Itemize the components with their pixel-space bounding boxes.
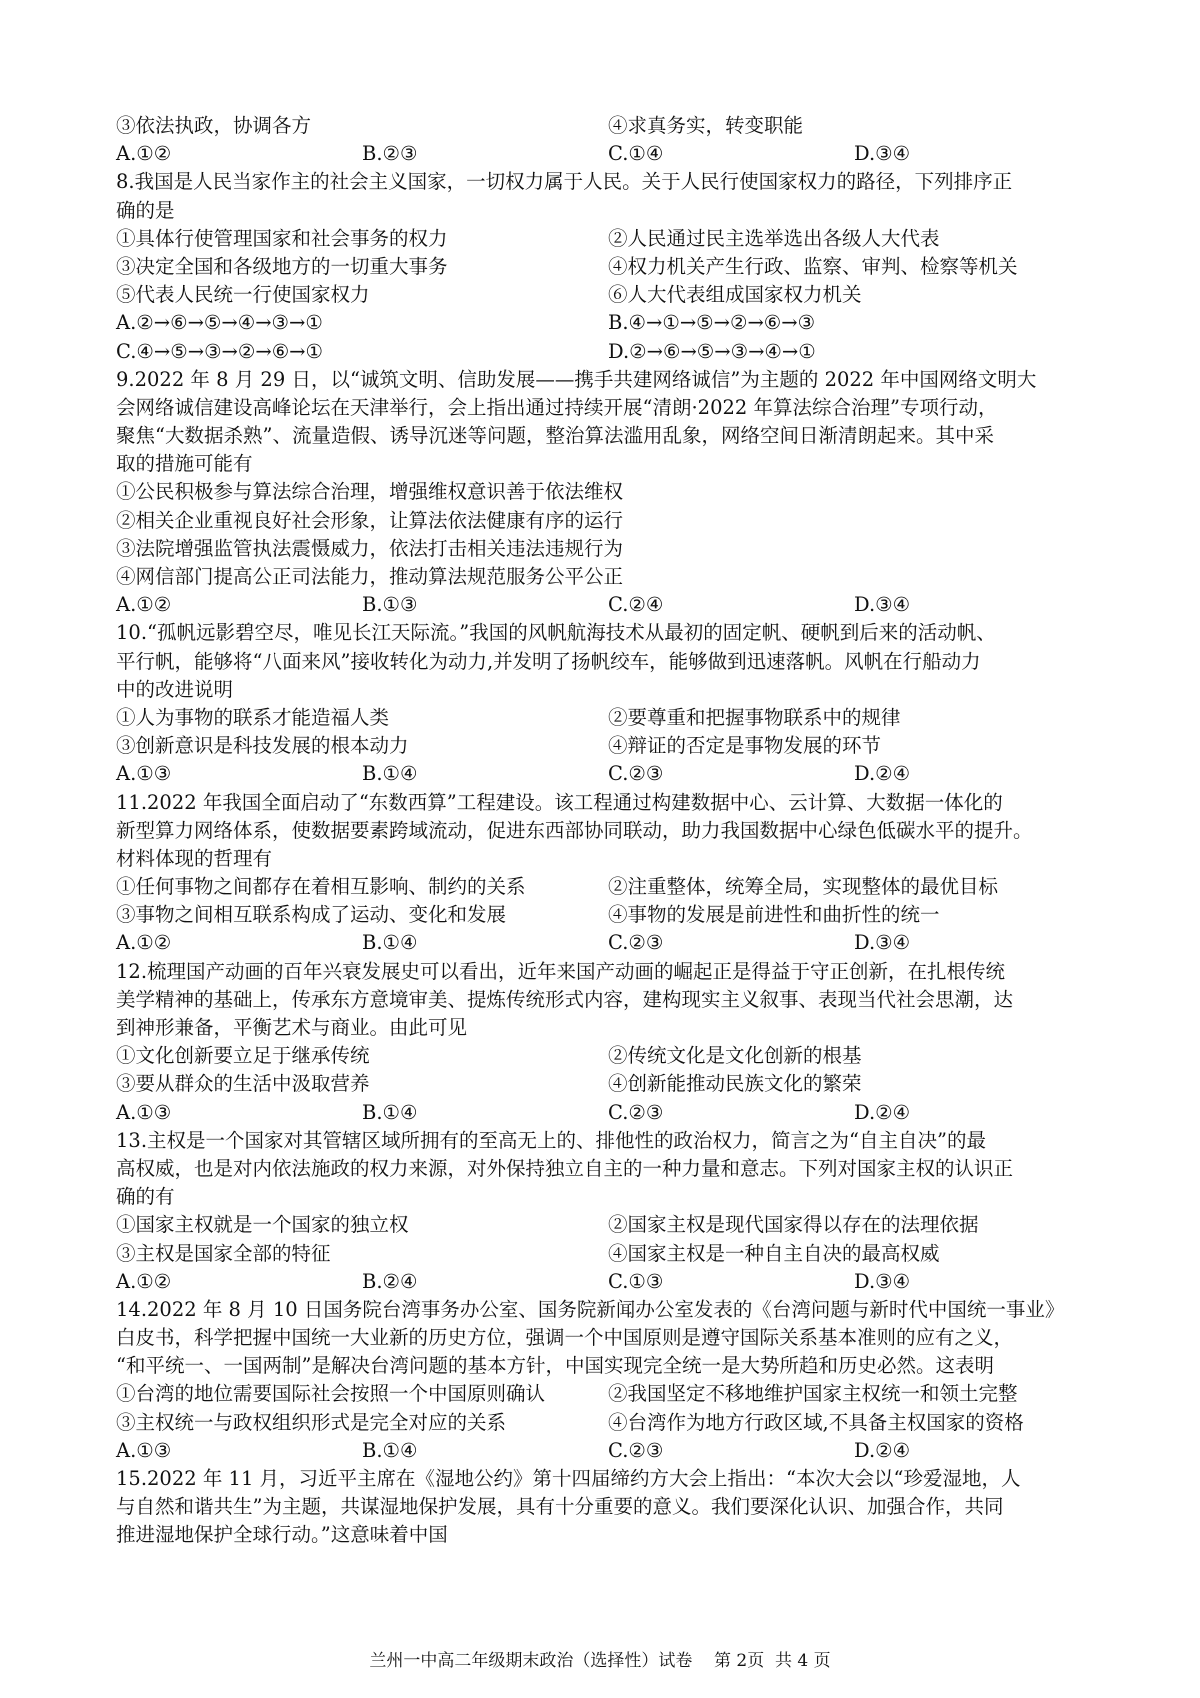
q12-option-4: ④创新能推动民族文化的繁荣 [608,1072,862,1096]
q14-answer-a: A.①③ [116,1438,172,1462]
q14-option-row [116,1380,1100,1408]
q10-answer-row [116,760,1100,788]
q12-option-row [116,1042,1100,1070]
q8-option-6: ⑥人大代表组成国家权力机关 [608,283,862,307]
q11-option-3: ③事物之间相互联系构成了运动、变化和发展 [116,903,507,927]
q8-option-5: ⑤代表人民统一行使国家权力 [116,283,370,307]
q12-option-row [116,1070,1100,1098]
q9-answer-a: A.①② [116,593,172,617]
q14-option-1: ①台湾的地位需要国际社会按照一个中国原则确认 [116,1382,546,1406]
q11-option-row [116,901,1100,929]
q12-option-2: ②传统文化是文化创新的根基 [608,1044,862,1068]
q13-stem-line: 确的有 [116,1185,175,1209]
q14-stem-line: “和平统一、一国两制”是解决台湾问题的基本方针，中国实现完全统一是大势所趋和历史必然。这表明 [116,1354,994,1378]
q14-stem-line: 14.2022 年 8 月 10 日国务院台湾事务办公室、国务院新闻办公室发表的《台湾问题与新时代中国统一事业》 [116,1297,1065,1321]
q8-option-row [116,225,1100,253]
q11-stem-line: 11.2022 年我国全面启动了“东数西算”工程建设。该工程通过构建数据中心、云计算、大数据一体化的 [116,790,1003,814]
q10-answer-d: D.②④ [854,762,911,786]
q7-answer-d: D.③④ [854,142,911,166]
q15-stem-line: 15.2022 年 11 月，习近平主席在《湿地公约》第十四届缔约方大会上指出：“本次大会以“珍爱湿地，人 [116,1467,1021,1490]
q10-stem-line: 10.“孤帆远影碧空尽，唯见长江天际流。”我国的风帆航海技术从最初的固定帆、硬帆到后来的活动帆、 [116,621,996,645]
q11-option-4: ④事物的发展是前进性和曲折性的统一 [608,903,940,927]
q13-option-3: ③主权是国家全部的特征 [116,1241,331,1265]
q8-answer-a: A.②→⑥→⑤→④→③→① [116,311,323,335]
q8-answer-row [116,338,1100,366]
q14-option-2: ②我国坚定不移地维护国家主权统一和领土完整 [608,1382,1018,1406]
q8-answer-row [116,309,1100,337]
q10-stem-line: 平行帆，能够将“八面来风”接收转化为动力,并发明了扬帆绞车，能够做到迅速落帆。风帆在行船动力 [116,649,981,673]
q7-answer-a: A.①② [116,142,172,166]
q12-answer-b: B.①④ [362,1100,418,1124]
q7-answer-row [116,140,1100,168]
q9-answer-row [116,591,1100,619]
q12-answer-row [116,1099,1100,1127]
q8-option-row [116,253,1100,281]
q9-stem-line: 取的措施可能有 [116,452,253,476]
page-footer: 兰州一中高二年级期末政治（选择性）试卷 第 2页 共 4 页 [369,1651,831,1671]
q11-stem-line: 材料体现的哲理有 [116,846,273,870]
q12-option-3: ③要从群众的生活中汲取营养 [116,1072,370,1096]
q11-option-2: ②注重整体，统筹全局，实现整体的最优目标 [608,875,999,899]
q11-answer-row [116,929,1100,957]
q11-answer-c: C.②③ [608,931,664,955]
q8-option-row [116,281,1100,309]
q15-stem-line: 与自然和谐共生”为主题，共谋湿地保护发展，具有十分重要的意义。我们要深化认识、加强合作，共同 [116,1495,1004,1519]
q7-answer-c: C.①④ [608,142,664,166]
q9-option-2: ②相关企业重视良好社会形象，让算法依法健康有序的运行 [116,508,624,532]
q8-answer-d: D.②→⑥→⑤→③→④→① [608,339,816,363]
q9-stem-line: 9.2022 年 8 月 29 日，以“诚筑文明、信助发展——携手共建网络诚信”为主题的 2022 年中国网络文明大 [116,367,1037,391]
q10-answer-a: A.①③ [116,762,172,786]
q9-option-4: ④网信部门提高公正司法能力，推动算法规范服务公平公正 [116,565,624,588]
q13-answer-c: C.①③ [608,1269,664,1293]
q8-answer-b: B.④→①→⑤→②→⑥→③ [608,311,816,335]
q13-answer-b: B.②④ [362,1269,418,1293]
q7-option-3: ③依法执政，协调各方 [116,114,312,137]
q13-answer-d: D.③④ [854,1269,911,1293]
q12-answer-a: A.①③ [116,1100,172,1124]
q12-stem-line: 美学精神的基础上，传承东方意境审美、提炼传统形式内容，建构现实主义叙事、表现当代社会思潮，达 [116,987,1014,1011]
q10-option-4: ④辩证的否定是事物发展的环节 [608,734,882,758]
q11-answer-b: B.①④ [362,931,418,955]
q11-answer-a: A.①② [116,931,172,955]
q8-option-4: ④权力机关产生行政、监察、审判、检察等机关 [608,254,1018,278]
q11-option-row [116,873,1100,901]
q13-option-row [116,1240,1100,1268]
q13-option-1: ①国家主权就是一个国家的独立权 [116,1213,409,1237]
q8-option-3: ③决定全国和各级地方的一切重大事务 [116,254,448,278]
q13-option-4: ④国家主权是一种自主自决的最高权威 [608,1241,940,1265]
q14-answer-row [116,1437,1100,1465]
q8-answer-c: C.④→⑤→③→②→⑥→① [116,339,324,363]
q9-stem-line: 会网络诚信建设高峰论坛在天津举行，会上指出通过持续开展“清朗·2022 年算法综合治理”专项行动， [116,395,998,419]
q8-option-2: ②人民通过民主选举选出各级人大代表 [608,226,940,250]
q10-stem-line: 中的改进说明 [116,677,234,701]
q12-option-1: ①文化创新要立足于继承传统 [116,1044,370,1068]
q7-option-4: ④求真务实，转变职能 [608,114,804,137]
q14-option-3: ③主权统一与政权组织形式是完全对应的关系 [116,1410,507,1434]
q8-option-1: ①具体行使管理国家和社会事务的权力 [116,226,448,250]
q15-stem-line: 推进湿地保护全球行动。”这意味着中国 [116,1523,448,1547]
q13-answer-row [116,1268,1100,1296]
q10-option-3: ③创新意识是科技发展的根本动力 [116,734,409,758]
q9-option-1: ①公民积极参与算法综合治理，增强维权意识善于依法维权 [116,480,624,504]
q7-answer-b: B.②③ [362,142,418,166]
q13-answer-a: A.①② [116,1269,172,1293]
q11-answer-d: D.③④ [854,931,911,955]
q14-answer-c: C.②③ [608,1438,664,1462]
q10-answer-b: B.①④ [362,762,418,786]
q13-stem-line: 13.主权是一个国家对其管辖区域所拥有的至高无上的、排他性的政治权力，简言之为“自主自决”的最 [116,1128,986,1152]
q10-option-row [116,704,1100,732]
q9-answer-c: C.②④ [608,593,664,617]
q14-answer-d: D.②④ [854,1438,911,1462]
q13-option-row [116,1211,1100,1239]
q11-option-1: ①任何事物之间都存在着相互影响、制约的关系 [116,875,526,899]
q9-answer-d: D.③④ [854,593,911,617]
q8-stem-line: 8.我国是人民当家作主的社会主义国家，一切权力属于人民。关于人民行使国家权力的路径，下列排序正 [116,170,1013,194]
q8-stem-line: 确的是 [116,198,175,222]
q14-option-row [116,1409,1100,1437]
q11-stem-line: 新型算力网络体系，使数据要素跨域流动，促进东西部协同联动，助力我国数据中心绿色低碳水平的提升。 [116,818,1033,842]
q9-answer-b: B.①③ [362,593,418,617]
q13-stem-line: 高权威，也是对内依法施政的权力来源，对外保持独立自主的一种力量和意志。下列对国家主权的认识正 [116,1156,1014,1180]
question-content [116,112,1100,1550]
q13-option-2: ②国家主权是现代国家得以存在的法理依据 [608,1213,979,1237]
q12-answer-d: D.②④ [854,1100,911,1124]
q10-option-2: ②要尊重和把握事物联系中的规律 [608,705,901,729]
q7-option-row [116,112,1100,140]
q9-option-3: ③法院增强监管执法震慑威力，依法打击相关违法违规行为 [116,536,624,560]
q14-option-4: ④台湾作为地方行政区域,不具备主权国家的资格 [608,1410,1024,1434]
q12-stem-line: 12.梳理国产动画的百年兴衰发展史可以看出，近年来国产动画的崛起正是得益于守正创新，在扎根传统 [116,959,1006,983]
q14-stem-line: 白皮书，科学把握中国统一大业新的历史方位，强调一个中国原则是遵守国际关系基本准则的应有之义， [116,1326,1014,1350]
q10-answer-c: C.②③ [608,762,664,786]
q9-stem-line: 聚焦“大数据杀熟”、流量造假、诱导沉迷等问题，整治算法滥用乱象，网络空间日渐清朗起来。其中采 [116,424,994,448]
q12-stem-line: 到神形兼备，平衡艺术与商业。由此可见 [116,1016,468,1039]
q12-answer-c: C.②③ [608,1100,664,1124]
q10-option-1: ①人为事物的联系才能造福人类 [116,705,390,729]
q14-answer-b: B.①④ [362,1438,418,1462]
q10-option-row [116,732,1100,760]
